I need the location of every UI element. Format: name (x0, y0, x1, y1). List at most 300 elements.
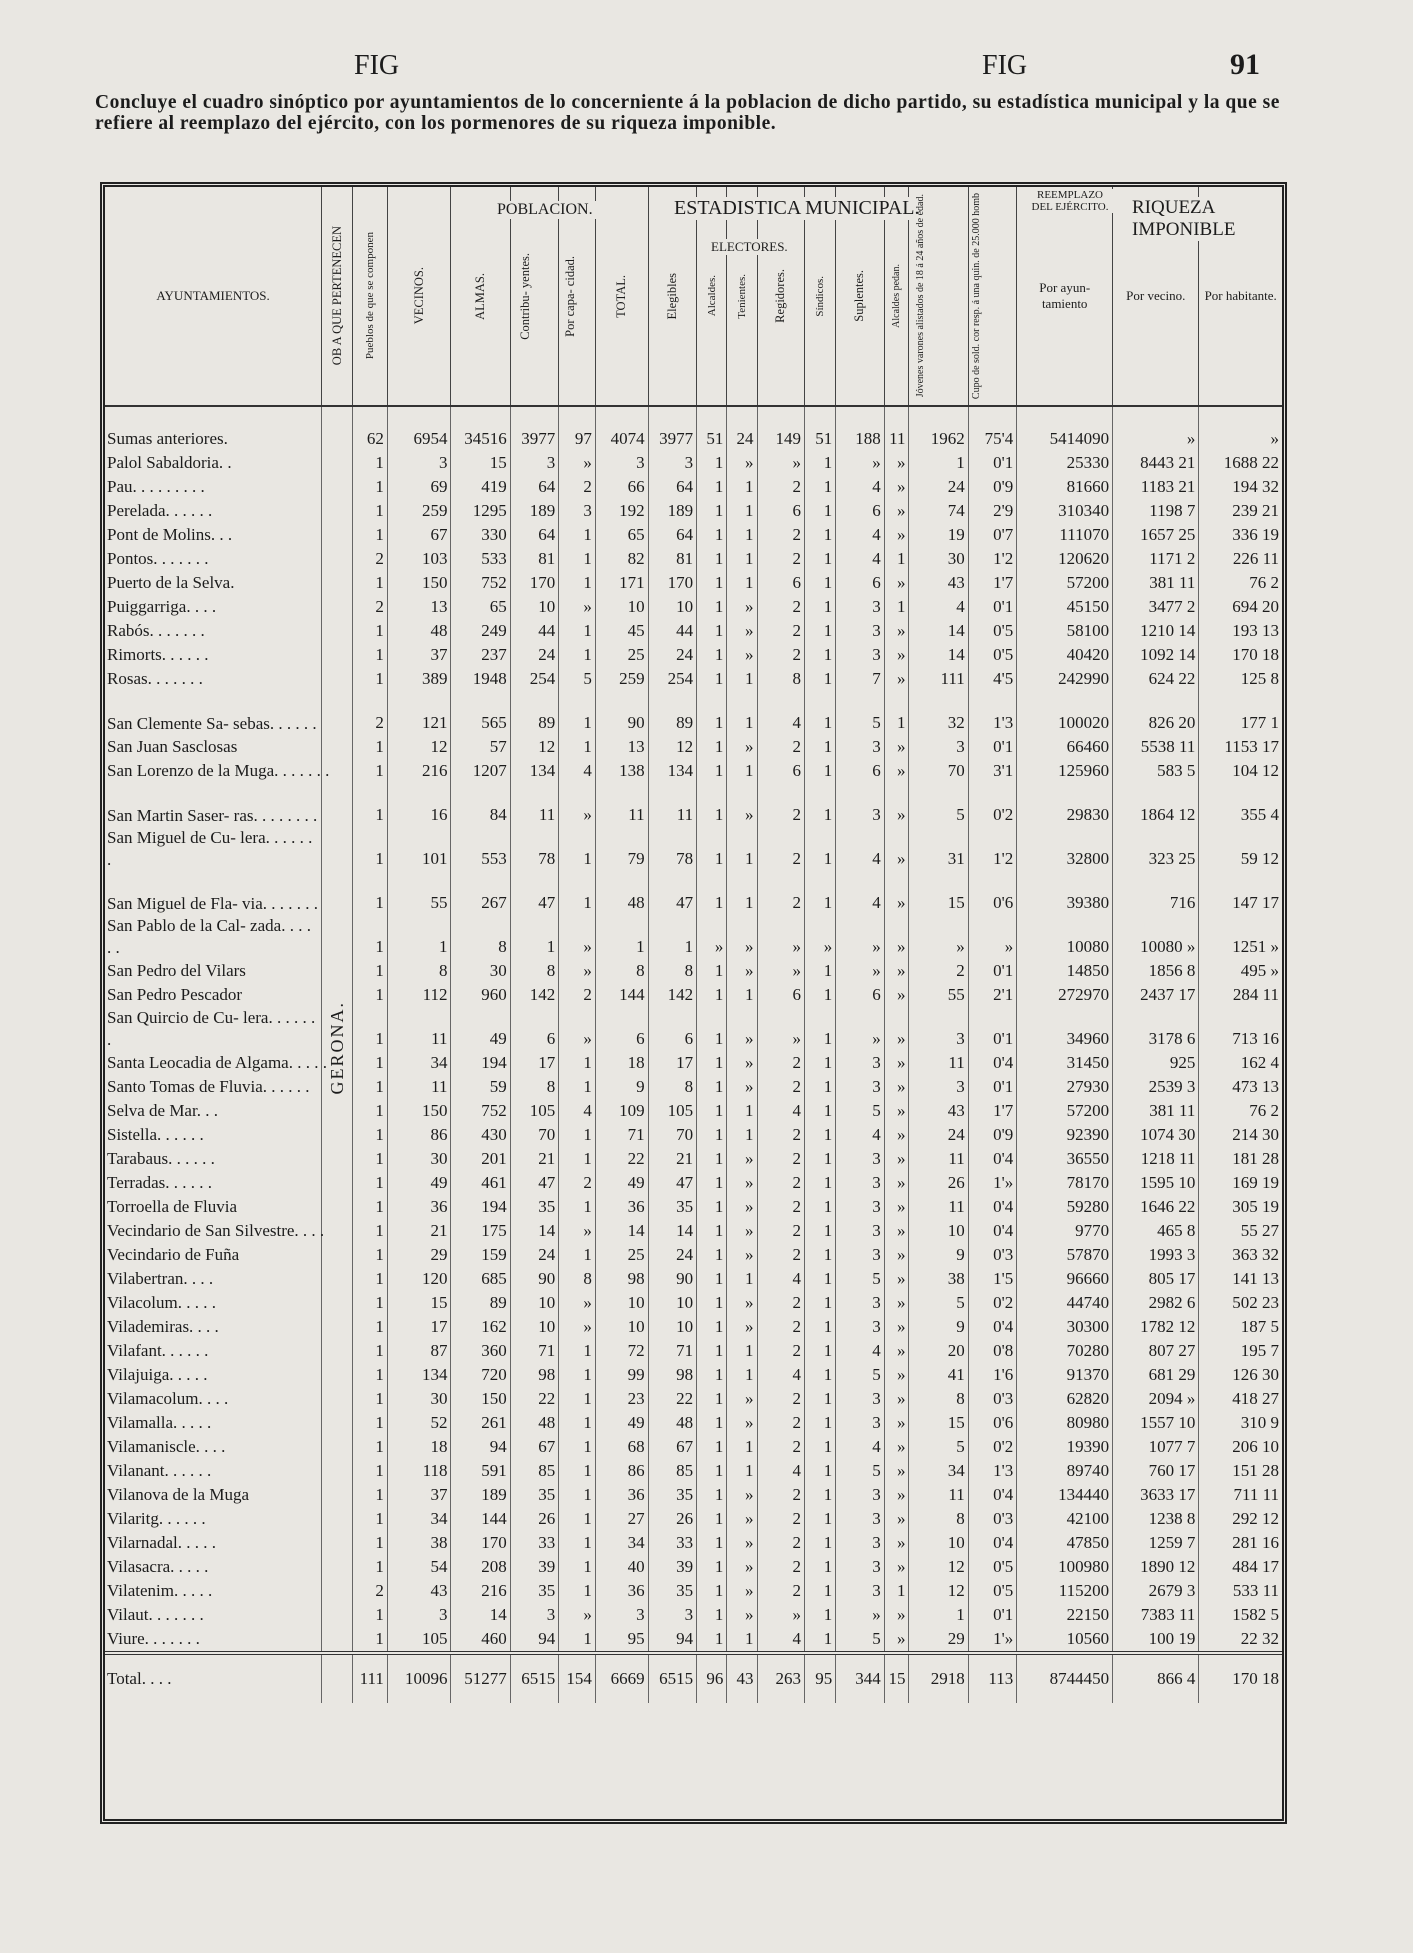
cell-value: 4 (559, 1099, 596, 1123)
cell-value: » (836, 1007, 885, 1051)
cell-value: 1 (353, 451, 387, 475)
cell-value: 3 (909, 1007, 968, 1051)
table-row (105, 1411, 1282, 1435)
cell-value: 10 (909, 1219, 968, 1243)
col-por-habitante: Por habitante. (1199, 187, 1282, 406)
cell-value: 1948 (451, 667, 510, 691)
cell-value: 68 (595, 1435, 648, 1459)
cell-value: 720 (451, 1363, 510, 1387)
cell-value: » (559, 959, 596, 983)
cell-value: » (804, 915, 835, 959)
cell-value: 2 (757, 595, 804, 619)
cell-value: 162 4 (1199, 1051, 1282, 1075)
cell-value: 1 (697, 1603, 727, 1627)
cell-value: 1 (804, 595, 835, 619)
cell-value: 2 (757, 1315, 804, 1339)
cell-value: 1 (697, 571, 727, 595)
cell-value: 6 (836, 499, 885, 523)
cell-value: » (757, 915, 804, 959)
table-row (105, 1195, 1282, 1219)
cell-value: 1 (697, 667, 727, 691)
cell-value: 0'9 (968, 1123, 1017, 1147)
sumas-row (105, 406, 1282, 451)
cell-value: 495 » (1199, 959, 1282, 983)
cell-value: 38 (387, 1531, 451, 1555)
cell-value: 48 (648, 1411, 697, 1435)
cell-value: 1'2 (968, 827, 1017, 871)
cell-value: 31 (909, 827, 968, 871)
cell-value: 150 (387, 1099, 451, 1123)
cell-value: 1 (697, 643, 727, 667)
cell-value: 1 (804, 1459, 835, 1483)
cell-value: 14 (595, 1219, 648, 1243)
cell-ayuntamiento: Pau. . . . . . . . . (107, 477, 205, 496)
cell-value: 90 (510, 1267, 559, 1291)
cell-value: » (757, 1603, 804, 1627)
cell-value: 39380 (1017, 871, 1113, 915)
cell-value: 465 8 (1113, 1219, 1199, 1243)
cell-value: » (559, 595, 596, 619)
cell-value: 98 (595, 1267, 648, 1291)
cell-value: 12 (510, 735, 559, 759)
cell-value: 1 (353, 667, 387, 691)
cell-value: 8 (648, 1075, 697, 1099)
cell-value: 150 (451, 1387, 510, 1411)
cell-value: 1 (727, 871, 757, 915)
cell-value: 43 (909, 571, 968, 595)
cell-value: 1 (804, 499, 835, 523)
cell-value: 242990 (1017, 667, 1113, 691)
cell-value: 120 (387, 1267, 451, 1291)
cell-value: 194 (451, 1195, 510, 1219)
cell-value: 0'9 (968, 475, 1017, 499)
cell-value: 16 (387, 783, 451, 827)
cell-value: 2 (757, 1411, 804, 1435)
cell-value: 48 (595, 871, 648, 915)
cell-value: 11 (387, 1007, 451, 1051)
cell-value: 1 (727, 827, 757, 871)
cell-value: 194 32 (1199, 475, 1282, 499)
cell-value: 2 (757, 1339, 804, 1363)
cell-value: 12 (648, 735, 697, 759)
cell-value: 8443 21 (1113, 451, 1199, 475)
cell-value: » (727, 915, 757, 959)
cell-value: 27 (595, 1507, 648, 1531)
cell-ayuntamiento: Vilaut. . . . . . . (107, 1605, 204, 1624)
cell-value: 1 (804, 735, 835, 759)
cell-value: 0'4 (968, 1195, 1017, 1219)
table-row (105, 1435, 1282, 1459)
cell-value: 22 (648, 1387, 697, 1411)
cell-value: 195 7 (1199, 1339, 1282, 1363)
cell-value: 1 (727, 1339, 757, 1363)
cell-value: » (884, 915, 909, 959)
col-alcaldes: Alcaldes. (697, 187, 727, 406)
cell-value: 5 (559, 667, 596, 691)
cell-value: 0'1 (968, 1007, 1017, 1051)
cell-value: 1 (727, 691, 757, 735)
cell-value: 2 (757, 1291, 804, 1315)
cell-value: » (884, 1099, 909, 1123)
cell-value: 91370 (1017, 1363, 1113, 1387)
cell-value: 85 (510, 1459, 559, 1483)
cell-value: 1 (697, 691, 727, 735)
cell-value: 34 (595, 1531, 648, 1555)
cell-value: 1 (353, 1555, 387, 1579)
cell-value: 3 (836, 1075, 885, 1099)
cell-value: 141 13 (1199, 1267, 1282, 1291)
cell-value: 170 (451, 1531, 510, 1555)
cell-value: 85 (648, 1459, 697, 1483)
cell-value: 62 (353, 406, 387, 451)
cell-value: 44740 (1017, 1291, 1113, 1315)
cell-value: 6 (648, 1007, 697, 1051)
col-ayuntamientos: AYUNTAMIENTOS. (105, 187, 322, 406)
cell-value: 43 (387, 1579, 451, 1603)
cell-value: 1 (353, 1219, 387, 1243)
cell-value: » (884, 571, 909, 595)
cell-value: 70280 (1017, 1339, 1113, 1363)
cell-value: 1 (697, 1339, 727, 1363)
cell-value: 1183 21 (1113, 475, 1199, 499)
table-row (105, 451, 1282, 475)
cell-value: 47850 (1017, 1531, 1113, 1555)
cell-value: 1 (353, 1291, 387, 1315)
cell-value: 1 (353, 1603, 387, 1627)
cell-value: 3 (836, 1243, 885, 1267)
cell-value: 112 (387, 983, 451, 1007)
cell-value: 67 (648, 1435, 697, 1459)
cell-value: 10560 (1017, 1627, 1113, 1653)
cell-value: 38 (909, 1267, 968, 1291)
cell-value: 226 11 (1199, 547, 1282, 571)
cell-value: » (757, 451, 804, 475)
cell-value: » (836, 915, 885, 959)
cell-value: 34 (909, 1459, 968, 1483)
cell-value: 49 (595, 1411, 648, 1435)
cell-value: » (727, 1171, 757, 1195)
cell-value: 1 (697, 1507, 727, 1531)
cell-value: 1 (697, 1363, 727, 1387)
cell-value: 553 (451, 827, 510, 871)
cell-value: 5 (836, 1459, 885, 1483)
cell-value: 1 (559, 827, 596, 871)
cell-value: 138 (595, 759, 648, 783)
cell-value: 261 (451, 1411, 510, 1435)
cell-value: 3 (836, 1579, 885, 1603)
table-row (105, 871, 1282, 915)
cell-value: 99 (595, 1363, 648, 1387)
cell-value: 502 23 (1199, 1291, 1282, 1315)
cell-value: 805 17 (1113, 1267, 1199, 1291)
cell-value: 1 (559, 1051, 596, 1075)
cell-value: 0'1 (968, 595, 1017, 619)
cell-value: 1 (697, 1007, 727, 1051)
cell-value: 147 17 (1199, 871, 1282, 915)
cell-value: 208 (451, 1555, 510, 1579)
cell-value: 1 (697, 1195, 727, 1219)
col-jovenes: Jóvenes varones alistados de 18 á 24 años de edad. (909, 187, 968, 406)
cell-value: 14850 (1017, 959, 1113, 983)
cell-value: 1 (559, 1507, 596, 1531)
table-row (105, 547, 1282, 571)
cell-value: 90 (648, 1267, 697, 1291)
cell-value: 305 19 (1199, 1195, 1282, 1219)
cell-value: 1 (353, 1531, 387, 1555)
cell-value: 1 (559, 1411, 596, 1435)
table-row (105, 1507, 1282, 1531)
cell-value: » (884, 1339, 909, 1363)
cell-ayuntamiento: San Quircio de Cu- lera. . . . . . . (107, 1008, 316, 1049)
cell-value: » (884, 827, 909, 871)
cell-value: 1 (804, 1435, 835, 1459)
cell-value: 292 12 (1199, 1507, 1282, 1531)
statistics-table-frame (100, 182, 1287, 1824)
cell-value: 40 (595, 1555, 648, 1579)
cell-value: 57200 (1017, 1099, 1113, 1123)
cell-value: 18 (595, 1051, 648, 1075)
cell-value: 177 1 (1199, 691, 1282, 735)
cell-value: 11 (387, 1075, 451, 1099)
cell-value: 1 (697, 547, 727, 571)
cell-value: 1 (697, 619, 727, 643)
cell-value: 6 (757, 983, 804, 1007)
cell-value: 12 (387, 735, 451, 759)
cell-value: 3 (836, 643, 885, 667)
cell-value: 1 (353, 1483, 387, 1507)
table-row (105, 1171, 1282, 1195)
cell-value: » (884, 1555, 909, 1579)
cell-value: 111070 (1017, 523, 1113, 547)
province-cell (322, 1653, 353, 1703)
province-label: GERONA. (327, 1000, 348, 1095)
cell-value: 1856 8 (1113, 959, 1199, 983)
cell-value: 1 (697, 783, 727, 827)
cell-value: 134 (510, 759, 559, 783)
cell-value: 3 (909, 735, 968, 759)
cell-value: 35 (648, 1579, 697, 1603)
cell-value: 2 (353, 595, 387, 619)
cell-value: 4074 (595, 406, 648, 451)
table-row (105, 1147, 1282, 1171)
cell-value: 26 (510, 1507, 559, 1531)
cell-value: 1 (804, 783, 835, 827)
cell-value: 2'9 (968, 499, 1017, 523)
cell-value: 49 (451, 1007, 510, 1051)
cell-value: 3477 2 (1113, 595, 1199, 619)
cell-value: 4 (836, 827, 885, 871)
cell-value: 181 28 (1199, 1147, 1282, 1171)
cell-value: » (884, 619, 909, 643)
cell-value: 1 (804, 619, 835, 643)
cell-value: 1864 12 (1113, 783, 1199, 827)
cell-value: 1077 7 (1113, 1435, 1199, 1459)
cell-value: 1 (559, 1531, 596, 1555)
table-row (105, 1627, 1282, 1653)
cell-value: 3 (648, 451, 697, 475)
table-row (105, 1075, 1282, 1099)
col-capacidad: Por capa- cidad. (559, 187, 596, 406)
cell-value: 2918 (909, 1653, 968, 1703)
cell-value: 71 (595, 1123, 648, 1147)
cell-value: 323 25 (1113, 827, 1199, 871)
cell-value: 2 (353, 691, 387, 735)
cell-value: » (727, 959, 757, 983)
cell-value: 35 (648, 1195, 697, 1219)
cell-value: 6 (757, 499, 804, 523)
cell-ayuntamiento: Santo Tomas de Fluvia. . . . . . (107, 1077, 310, 1096)
cell-value: 760 17 (1113, 1459, 1199, 1483)
cell-value: 11 (595, 783, 648, 827)
cell-value: 17 (648, 1051, 697, 1075)
cell-value: 1'6 (968, 1363, 1017, 1387)
cell-value: 8744450 (1017, 1653, 1113, 1703)
cell-value: 24 (510, 643, 559, 667)
cell-ayuntamiento: San Lorenzo de la Muga. . . . . . . (107, 761, 330, 780)
cell-value: 0'5 (968, 643, 1017, 667)
cell-ayuntamiento: Vilarnadal. . . . . (107, 1533, 216, 1552)
total-row (105, 1653, 1282, 1703)
cell-value: 14 (451, 1603, 510, 1627)
cell-value: 216 (387, 759, 451, 783)
cell-value: 1 (353, 1007, 387, 1051)
cell-value: 189 (510, 499, 559, 523)
col-por-vecino: Por vecino. (1113, 187, 1199, 406)
cell-value: 89 (648, 691, 697, 735)
cell-value: 1 (353, 783, 387, 827)
cell-value: 1 (697, 1483, 727, 1507)
cell-value: 100 19 (1113, 1627, 1199, 1653)
cell-value: 4'5 (968, 667, 1017, 691)
cell-value: 118 (387, 1459, 451, 1483)
cell-value: » (727, 1243, 757, 1267)
cell-value: 263 (757, 1653, 804, 1703)
cell-ayuntamiento: Vilademiras. . . . (107, 1317, 219, 1336)
table-row (105, 1315, 1282, 1339)
cell-value: 344 (836, 1653, 885, 1703)
cell-value: » (884, 1627, 909, 1653)
cell-value: 4 (757, 691, 804, 735)
cell-value: 98 (648, 1363, 697, 1387)
cell-value: 254 (510, 667, 559, 691)
cell-value: 170 (510, 571, 559, 595)
cell-value: 4 (836, 871, 885, 915)
cell-value: 713 16 (1199, 1007, 1282, 1051)
cell-value: 1646 22 (1113, 1195, 1199, 1219)
cell-value: 925 (1113, 1051, 1199, 1075)
cell-value: 13 (595, 735, 648, 759)
cell-value: 1 (727, 1459, 757, 1483)
cell-value: » (884, 1603, 909, 1627)
cell-value: 1 (353, 1051, 387, 1075)
cell-value: 44 (648, 619, 697, 643)
cell-value: » (884, 1291, 909, 1315)
cell-value: 30 (451, 959, 510, 983)
cell-value: 1'3 (968, 691, 1017, 735)
cell-value: 48 (510, 1411, 559, 1435)
cell-value: 6669 (595, 1653, 648, 1703)
cell-value: 1 (559, 871, 596, 915)
cell-value: 330 (451, 523, 510, 547)
cell-value: 31450 (1017, 1051, 1113, 1075)
cell-value: 1 (559, 1075, 596, 1099)
cell-value: » (559, 1219, 596, 1243)
table-row (105, 643, 1282, 667)
cell-value: 1 (559, 1555, 596, 1579)
cell-value: 1 (559, 1627, 596, 1653)
cell-value: » (727, 595, 757, 619)
cell-value: 113 (968, 1653, 1017, 1703)
cell-value: 461 (451, 1171, 510, 1195)
cell-value: » (559, 783, 596, 827)
cell-ayuntamiento: San Juan Sasclosas (107, 737, 238, 756)
cell-value: 29830 (1017, 783, 1113, 827)
cell-value: 14 (909, 643, 968, 667)
cell-value: » (757, 1007, 804, 1051)
cell-value: 2 (757, 827, 804, 871)
cell-value: 6515 (510, 1653, 559, 1703)
table-row (105, 1555, 1282, 1579)
cell-value: 11 (909, 1195, 968, 1219)
cell-value: 8 (559, 1267, 596, 1291)
cell-value: 1 (697, 735, 727, 759)
cell-value: » (884, 783, 909, 827)
cell-value: 2'1 (968, 983, 1017, 1007)
cell-value: 10096 (387, 1653, 451, 1703)
cell-value: » (727, 1195, 757, 1219)
cell-value: 2 (757, 1219, 804, 1243)
cell-ayuntamiento: Santa Leocadia de Algama. . . . . (107, 1053, 327, 1072)
cell-value: 1 (353, 1507, 387, 1531)
cell-value: 6515 (648, 1653, 697, 1703)
cell-ayuntamiento: Selva de Mar. . . (107, 1101, 218, 1120)
cell-value: 1 (353, 619, 387, 643)
cell-value: » (1199, 406, 1282, 451)
cell-value: 66 (595, 475, 648, 499)
cell-value: 1 (559, 547, 596, 571)
cell-value: 67 (387, 523, 451, 547)
cell-value: 49 (387, 1171, 451, 1195)
cell-value: 3 (387, 1603, 451, 1627)
cell-value: 1 (727, 1435, 757, 1459)
cell-value: 24 (909, 475, 968, 499)
cell-value: » (884, 451, 909, 475)
cell-value: 8 (648, 959, 697, 983)
cell-value: » (727, 1291, 757, 1315)
cell-value: 1 (727, 983, 757, 1007)
cell-value: 11 (909, 1147, 968, 1171)
cell-value: 94 (510, 1627, 559, 1653)
cell-value: 79 (595, 827, 648, 871)
cell-value: 0'2 (968, 1291, 1017, 1315)
col-contribuyentes: Contribu- yentes. (510, 187, 559, 406)
cell-value: 2 (757, 1387, 804, 1411)
cell-value: 8 (909, 1507, 968, 1531)
cell-value: 20 (909, 1339, 968, 1363)
cell-value: 78 (510, 827, 559, 871)
cell-value: 70 (909, 759, 968, 783)
cell-value: 2 (353, 1579, 387, 1603)
cell-value: 170 (648, 571, 697, 595)
cell-value: 134 (648, 759, 697, 783)
cell-value: 1 (648, 915, 697, 959)
table-row (105, 523, 1282, 547)
col-total: TOTAL. (595, 187, 648, 406)
cell-value: 1'7 (968, 1099, 1017, 1123)
cell-value: 381 11 (1113, 571, 1199, 595)
cell-value: 8 (909, 1387, 968, 1411)
cell-value: 1'» (968, 1627, 1017, 1653)
